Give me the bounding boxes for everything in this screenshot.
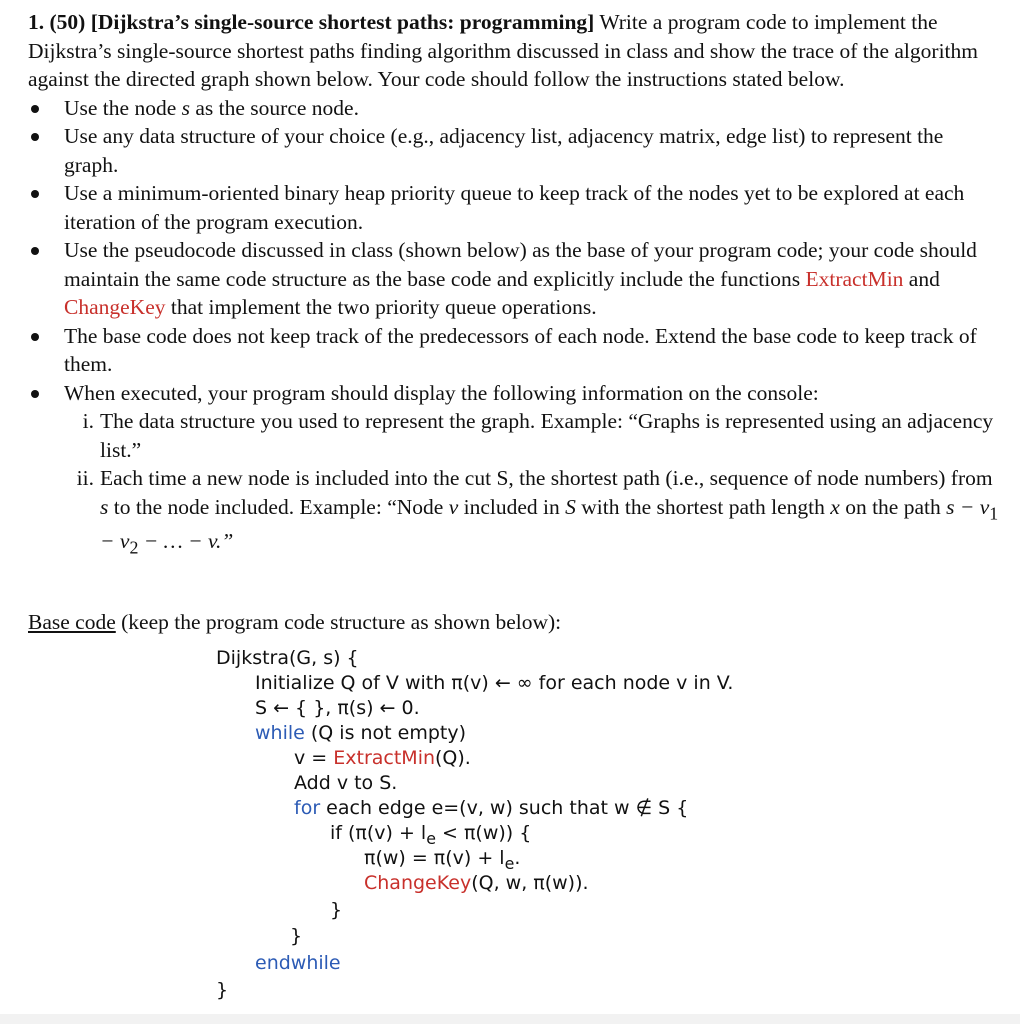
code-line: v = ExtractMin(Q). xyxy=(294,747,471,769)
code-line: S ← { }, π(s) ← 0. xyxy=(255,697,420,719)
changekey-function-name: ChangeKey xyxy=(64,295,166,319)
code-line: Add v to S. xyxy=(294,772,398,794)
instruction-item: Use any data structure of your choice (e.g., adjacency list, adjacency matrix, edge list) to represent the graph. xyxy=(28,122,1003,179)
code-line: Dijkstra(G, s) { xyxy=(216,647,359,669)
endwhile-keyword: endwhile xyxy=(255,952,341,974)
sub-item: ii. Each time a new node is included into the cut S, the shortest path (i.e., sequence of node numbers) from s to the node included. Example: “Node v included in S with the shortest path length x on the path $s - v_1 - v_2$ − … − v.” xyxy=(76,466,999,558)
extractmin-function-name: ExtractMin xyxy=(805,266,904,291)
code-line: } xyxy=(216,979,229,1001)
code-line: ChangeKey(Q, w, π(w)). xyxy=(364,872,589,894)
code-line: $\pi(w) = \pi(v) + l_e$. xyxy=(364,847,521,873)
code-line: } xyxy=(290,925,303,947)
base-code-caption: Base code (keep the program code structure as shown below): xyxy=(28,610,562,634)
code-line: for each edge e=(v, w) such that w ∉ S { xyxy=(294,797,689,819)
while-keyword: while xyxy=(255,722,305,744)
code-line: } xyxy=(330,899,343,921)
base-code-label: Base code xyxy=(28,610,116,634)
for-keyword: for xyxy=(294,797,321,819)
instruction-item: Use the node s as the source node. xyxy=(28,94,1003,123)
instruction-item: The base code does not keep track of the predecessors of each node. Extend the base code to keep track of them. xyxy=(28,322,1003,379)
instruction-list xyxy=(28,94,1003,563)
sub-item: i. The data structure you used to represent the graph. Example: “Graphs is represented using an adjacency list.” xyxy=(82,409,994,462)
instruction-item: Use the pseudocode discussed in class (shown below) as the base of your program code; your code should maintain the same code structure as the base code and explicitly include the functions ExtractMin and ChangeKey that implement the two priority queue operations. xyxy=(28,236,1003,322)
changekey-call: ChangeKey xyxy=(364,872,472,894)
code-line: while (Q is not empty) xyxy=(255,722,467,744)
instruction-item: Use a minimum-oriented binary heap priority queue to keep track of the nodes yet to be explored at each iteration of the program execution. xyxy=(28,179,1003,236)
question-description: Write a program code to implement the Dijkstra’s single-source shortest paths finding algorithm discussed in class and show the trace of the algorithm against the directed graph shown below. Your code should follow the instructions stated below. xyxy=(28,10,978,91)
code-line: Initialize Q of V with π(v) ← ∞ for each node v in V. xyxy=(255,672,734,694)
instruction-item: When executed, your program should display the following information on the console: i. The data structure you used to represent the graph. Example: “Graphs is represented using an adjacency list.” ii. Each time a new node is included into the cut S, the shortest path (i.e., sequence of node numbers) from s to the node included. Example: “Node v included in S with the shortest path length x on the path $s - v_1 - v_2$ − … − v.” xyxy=(28,379,1003,563)
question-intro xyxy=(28,8,1003,94)
question-header: 1. (50) [Dijkstra’s single-source shortest paths: programming] xyxy=(28,10,595,34)
console-output-list xyxy=(64,407,1003,562)
question-text xyxy=(28,8,1003,562)
bottom-edge-strip xyxy=(0,1014,1020,1024)
code-line: if $(\pi(v) + l_e < \pi(w))$ { xyxy=(330,822,532,848)
extractmin-call: ExtractMin xyxy=(333,747,436,769)
